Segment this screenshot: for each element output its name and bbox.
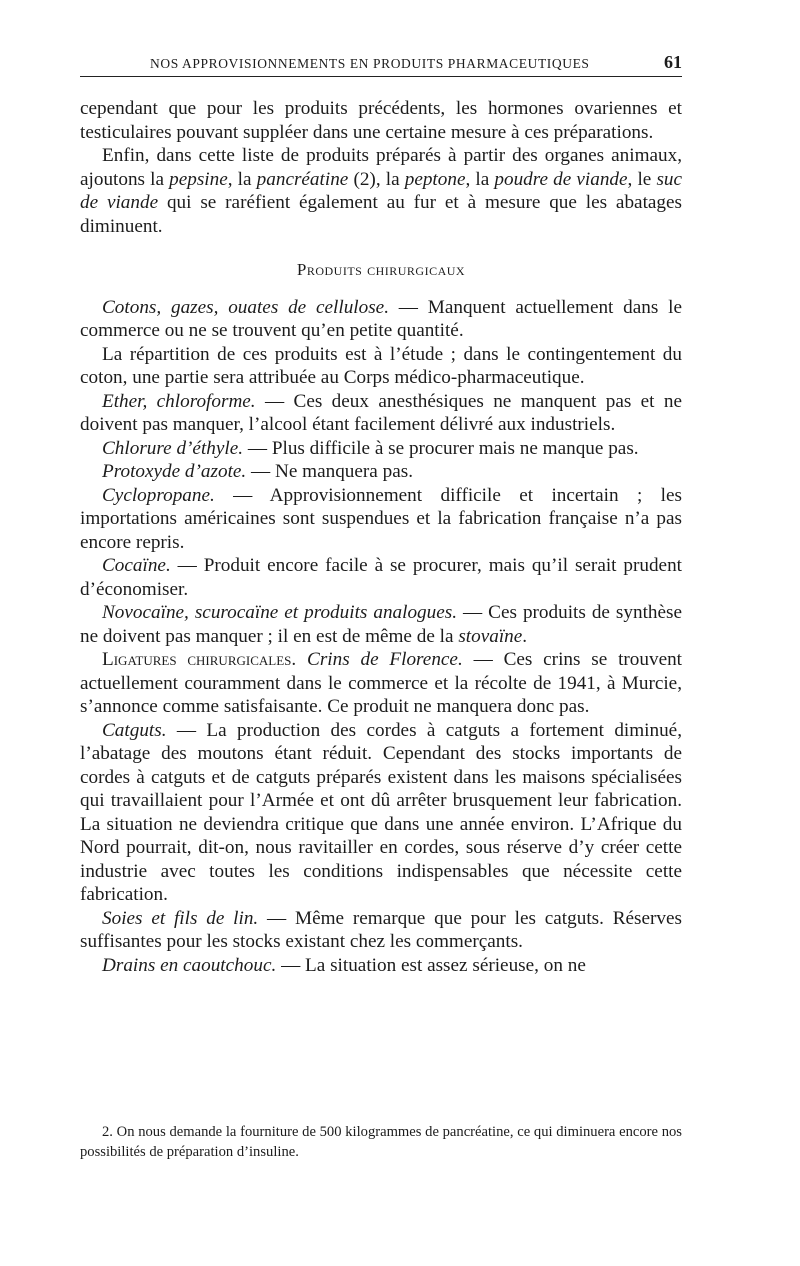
term-stovaine: stovaïne bbox=[458, 625, 523, 647]
footnote-2: 2. On nous demande la fourniture de 500 kilogrammes de pancréatine, ce qui diminuera encore nos possibilités de préparation d’insuline. bbox=[80, 1124, 682, 1160]
paragraph-cocaine bbox=[80, 554, 682, 601]
entry-lead-soies: Soies et fils de lin. bbox=[102, 907, 259, 929]
paragraph-1-text: cependant que pour les produits précédents, les hormones ovariennes et testiculaires pouvant suppléer dans une certaine mesure à ces préparations. bbox=[80, 98, 682, 143]
footnotes bbox=[80, 1122, 682, 1162]
entry-lead-drains: Drains en caoutchouc. bbox=[102, 954, 277, 976]
entry-lead-crins: Crins de Florence. bbox=[307, 649, 463, 670]
entry-lead-chlorure: Chlorure d’éthyle. bbox=[102, 437, 244, 459]
paragraph-repartition-text: La répartition de ces produits est à l’étude ; dans le contingentement du coton, une partie sera attribuée au Corps médico-pharmaceutique. bbox=[80, 343, 682, 388]
entry-text-novocaine: — Ces produits de synthèse ne doivent pas manquer ; il en est de même de la bbox=[80, 602, 682, 647]
paragraph-2-text-5: , le bbox=[627, 168, 657, 190]
entry-text-ether: — Ces deux anesthésiques ne manquent pas et ne doivent pas manquer, l’alcool étant facilement délivré aux industriels. bbox=[80, 390, 682, 435]
entry-text-cocaine: — Produit encore facile à se procurer, mais qu’il serait prudent d’économiser. bbox=[80, 555, 682, 600]
paragraph-2 bbox=[80, 144, 682, 238]
paragraph-chlorure bbox=[80, 437, 682, 461]
running-title: NOS APPROVISIONNEMENTS EN PRODUITS PHARMACEUTIQUES bbox=[150, 56, 590, 71]
entry-text-chlorure: — Plus difficile à se procurer mais ne manque pas. bbox=[243, 437, 639, 459]
entry-text-soies: — Même remarque que pour les catguts. Réserves suffisantes pour les stocks existant chez les commerçants. bbox=[80, 907, 682, 952]
paragraph-novocaine bbox=[80, 601, 682, 648]
paragraph-2-text-6: qui se raréfient également au fur et à mesure que les abatages diminuent. bbox=[80, 192, 682, 237]
entry-lead-cotons: Cotons, gazes, ouates de cellulose. bbox=[102, 296, 389, 318]
entry-text-catguts: — La production des cordes à catguts a fortement diminué, l’abatage des moutons étant réduit. Cependant des stocks importants de cordes à catguts et de catguts préparés existent dans les maisons spécialisées qui travaillaient pour l’Armée et ont dû arrêter brusquement leur fabrication. La situation ne deviendra critique que dans une année environ. L’Afrique du Nord pourrait, dit-on, nous ravitailler en cordes, sous réserve d’y créer cette industrie avec toutes les conditions indispensables que nécessite cette fabrication. bbox=[80, 719, 682, 905]
entry-text-cotons: — Manquent actuellement dans le commerce ou ne se trouvent qu’en petite quantité. bbox=[80, 296, 682, 341]
entry-lead-ether: Ether, chloroforme. bbox=[102, 390, 256, 412]
paragraph-catguts bbox=[80, 719, 682, 907]
paragraph-cyclopropane bbox=[80, 484, 682, 555]
paragraph-soies bbox=[80, 907, 682, 954]
entry-lead-catguts: Catguts. bbox=[102, 719, 167, 741]
entry-text-cyclopropane: — Approvisionnement difficile et incertain ; les importations américaines sont suspendues et la fabrication française n’a pas encore repris. bbox=[80, 484, 682, 553]
page-number: 61 bbox=[664, 52, 682, 72]
term-suc-de-viande: suc de viande bbox=[80, 168, 683, 213]
section-title: Produits chirurgicaux bbox=[296, 260, 466, 279]
footnote-ref-2: (2) bbox=[353, 168, 376, 190]
subsection-ligatures: Ligatures chirurgicales. bbox=[102, 649, 297, 670]
paragraph-1 bbox=[80, 97, 682, 144]
term-peptone: peptone bbox=[404, 168, 466, 190]
page bbox=[80, 50, 682, 977]
running-head bbox=[80, 50, 682, 77]
entry-lead-novocaine: Novocaïne, scurocaïne et produits analogues. bbox=[102, 602, 458, 623]
entry-text-crins: — Ces crins se trouvent actuellement couramment dans le commerce et la récolte de 1941, à Murcie, s’annonce comme satisfaisante. Ce produit ne manquera donc pas. bbox=[80, 649, 683, 717]
paragraph-ether bbox=[80, 390, 682, 437]
entry-lead-protoxyde: Protoxyde d’azote. bbox=[102, 461, 247, 482]
paragraph-cotons bbox=[80, 296, 682, 343]
term-pancreatine: pancréatine bbox=[256, 168, 349, 190]
paragraph-protoxyde bbox=[80, 460, 682, 484]
paragraph-ligatures bbox=[80, 648, 682, 719]
paragraph-2-text-3: , la bbox=[375, 168, 405, 190]
entry-text-novocaine-end: . bbox=[522, 625, 528, 647]
entry-lead-cocaine: Cocaïne. bbox=[102, 555, 171, 576]
paragraph-2-text-1: Enfin, dans cette liste de produits préparés à partir des organes animaux, ajoutons la bbox=[80, 145, 682, 190]
term-poudre-de-viande: poudre de viande bbox=[494, 168, 628, 190]
paragraph-repartition bbox=[80, 343, 682, 390]
entry-lead-cyclopropane: Cyclopropane. bbox=[102, 484, 215, 506]
entry-text-protoxyde: — Ne manquera pas. bbox=[246, 461, 413, 482]
entry-text-drains: — La situation est assez sérieuse, on ne bbox=[276, 954, 586, 976]
paragraph-2-text-2: , la bbox=[227, 168, 257, 190]
term-pepsine: pepsine bbox=[169, 168, 228, 190]
paragraph-drains bbox=[80, 954, 682, 978]
body-text bbox=[80, 97, 682, 977]
paragraph-2-text-4: , la bbox=[465, 168, 495, 190]
